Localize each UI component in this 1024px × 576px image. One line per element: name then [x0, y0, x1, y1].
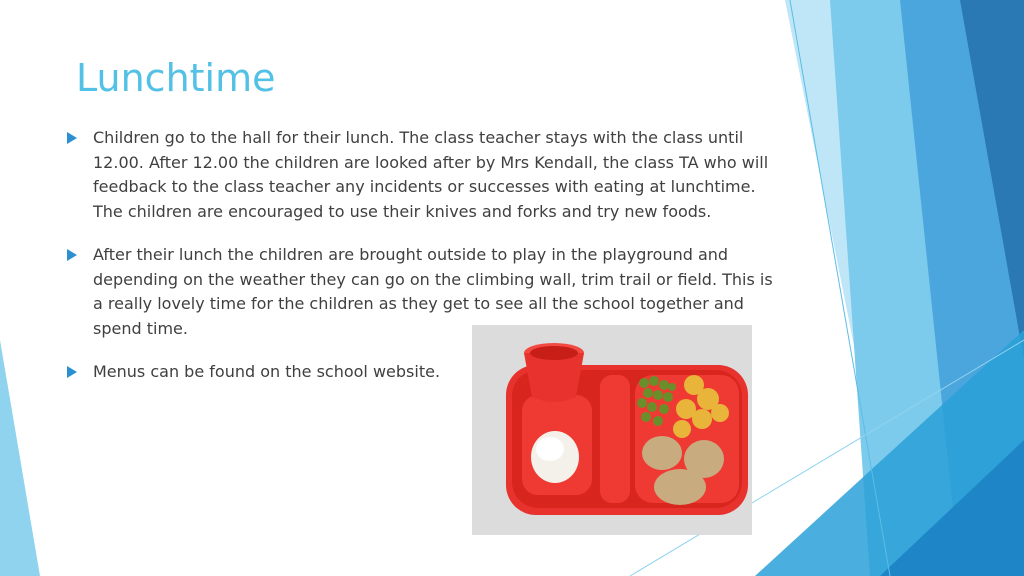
triangle-bullet-icon — [67, 249, 77, 261]
bullet-item — [64, 126, 784, 224]
lunch-tray-illustration — [472, 325, 752, 535]
bullet-text: Children go to the hall for their lunch. The class teacher stays with the class until 12.00. After 12.00 the children are looked after by Mrs Kendall, the class TA who will feedback to the class teacher any incidents or successes with eating at lunchtime. The children are encouraged to use their knives and forks and try new foods. — [93, 128, 769, 221]
slide-title: Lunchtime — [76, 56, 276, 100]
bullet-text: After their lunch the children are brought outside to play in the playground and depending on the weather they can go on the climbing wall, trim trail or field. This is a really lovely time for the children as they get to see all the school together and spend time. — [93, 245, 773, 338]
triangle-bullet-icon — [67, 366, 77, 378]
lunch-tray-photo — [472, 325, 752, 535]
triangle-bullet-icon — [67, 132, 77, 144]
bullet-text: Menus can be found on the school website. — [93, 362, 441, 381]
left-deco-strip — [0, 340, 40, 576]
